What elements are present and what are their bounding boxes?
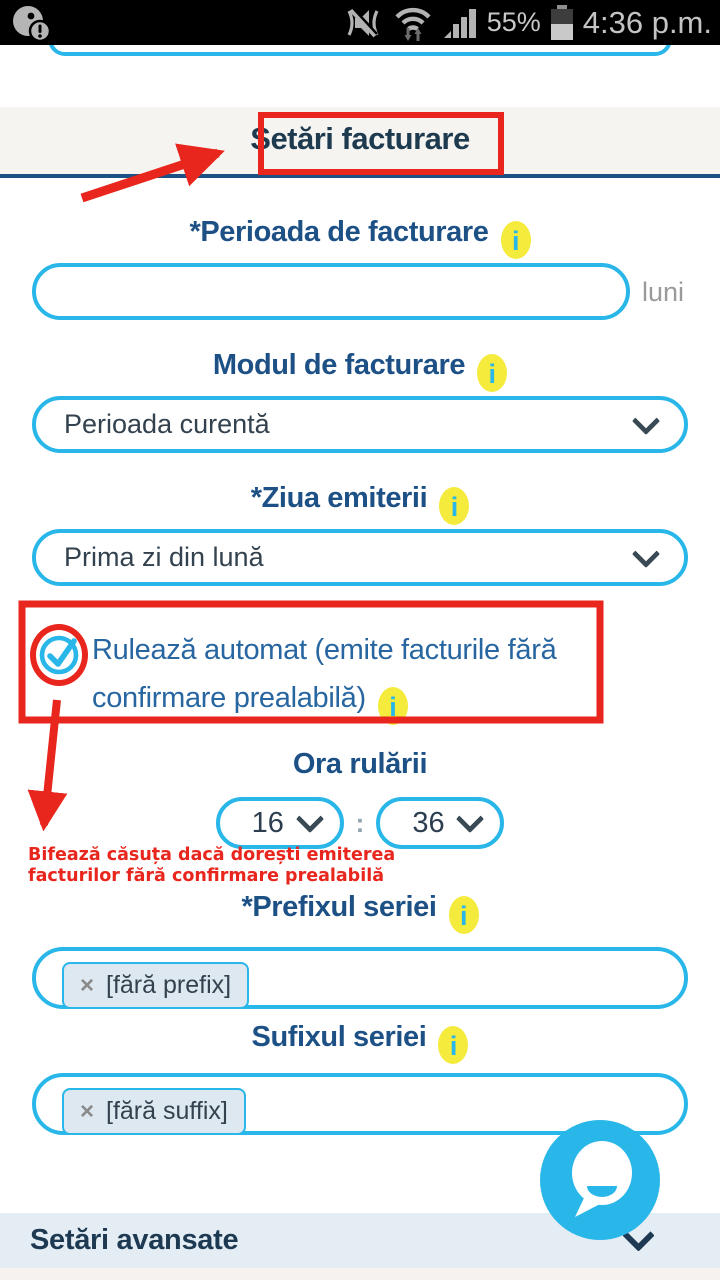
chevron-down-icon bbox=[632, 406, 660, 434]
info-icon[interactable]: i bbox=[477, 354, 507, 392]
series-prefix-field[interactable] bbox=[32, 947, 688, 1009]
series-suffix-chip-label: [fără suffix] bbox=[106, 1097, 228, 1125]
battery-icon bbox=[550, 5, 574, 41]
issue-day-select[interactable] bbox=[32, 529, 688, 586]
run-minute-value: 36 bbox=[412, 806, 445, 839]
run-minute-select[interactable] bbox=[376, 797, 504, 849]
chat-widget-button[interactable] bbox=[540, 1120, 660, 1240]
chevron-down-icon bbox=[456, 805, 484, 833]
remove-chip-icon[interactable]: × bbox=[80, 971, 95, 999]
issue-day-label: *Ziua emiterii i bbox=[0, 482, 720, 525]
auto-run-checkbox[interactable] bbox=[38, 632, 84, 678]
info-icon[interactable]: i bbox=[378, 687, 408, 725]
run-hour-select[interactable] bbox=[216, 797, 344, 849]
info-icon[interactable]: i bbox=[449, 896, 479, 934]
bottom-strip bbox=[0, 1268, 720, 1280]
run-time-row bbox=[0, 797, 720, 849]
disc-alert-icon bbox=[8, 3, 60, 43]
billing-mode-label: Modul de facturare i bbox=[0, 349, 720, 392]
billing-period-field[interactable] bbox=[32, 263, 630, 320]
status-icons-cluster bbox=[342, 4, 712, 42]
billing-mode-value: Perioada curentă bbox=[64, 409, 270, 439]
chevron-down-icon bbox=[296, 805, 324, 833]
auto-run-label: Rulează automat (emite facturile fără confirmare prealabilă) i bbox=[92, 626, 578, 725]
run-time-label: Ora rulării bbox=[292, 748, 428, 780]
info-icon[interactable]: i bbox=[439, 487, 469, 525]
billing-period-unit: luni bbox=[642, 277, 685, 307]
annotation-checkbox-note: Bifează căsuța dacă dorești emiterea facturilor fără confirmare prealabilă bbox=[28, 845, 396, 886]
page-header bbox=[0, 107, 720, 178]
mute-vibrate-icon bbox=[342, 5, 384, 41]
wifi-icon bbox=[393, 4, 433, 42]
signal-strength-icon bbox=[442, 7, 478, 39]
issue-day-value: Prima zi din lună bbox=[64, 542, 264, 572]
chevron-down-icon bbox=[632, 539, 660, 567]
billing-mode-select[interactable] bbox=[32, 396, 688, 453]
series-suffix-chip bbox=[62, 1088, 246, 1135]
info-icon[interactable]: i bbox=[501, 221, 531, 259]
android-status-bar bbox=[0, 0, 720, 45]
page-title: Setări facturare bbox=[250, 121, 470, 156]
advanced-settings-label: Setări avansate bbox=[30, 1224, 239, 1256]
billing-period-input[interactable] bbox=[36, 267, 626, 316]
chat-bubble-icon bbox=[540, 1120, 660, 1240]
battery-percent: 55% bbox=[486, 7, 541, 37]
clock: 4:36 p.m. bbox=[582, 4, 712, 40]
series-prefix-chip-label: [fără prefix] bbox=[106, 971, 232, 999]
remove-chip-icon[interactable]: × bbox=[80, 1097, 95, 1125]
series-suffix-label: Sufixul seriei i bbox=[0, 1021, 720, 1064]
info-icon[interactable]: i bbox=[438, 1026, 468, 1064]
series-prefix-label: *Prefixul seriei i bbox=[0, 891, 720, 934]
time-separator: : bbox=[355, 807, 365, 838]
run-hour-value: 16 bbox=[251, 806, 284, 839]
annotation-box-title bbox=[258, 112, 504, 175]
series-prefix-chip bbox=[62, 962, 249, 1009]
billing-period-label: *Perioada de facturare i bbox=[0, 216, 720, 259]
